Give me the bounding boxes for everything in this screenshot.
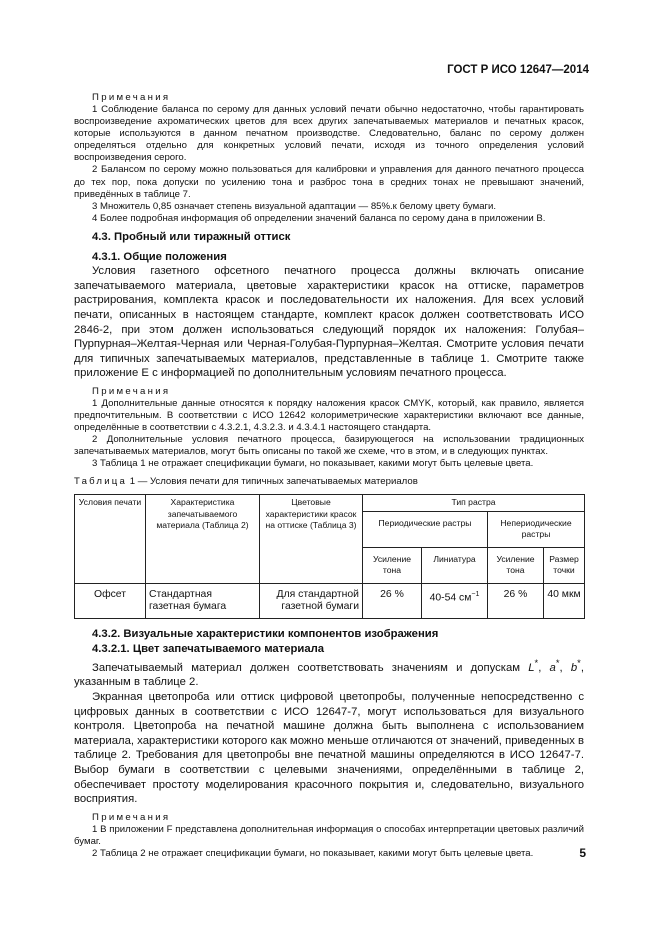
notes-title: Примечания bbox=[92, 385, 171, 397]
table-cell-dot-size: 40 мкм bbox=[544, 583, 585, 618]
table-row bbox=[75, 583, 585, 618]
note-paragraph: 4 Более подробная информация об определении значений баланса по серому дана в приложении В. bbox=[92, 212, 546, 224]
note-paragraph: 3 Таблица 1 не отражает спецификации бумаги, но показывает, какими могут быть целевые цвета. bbox=[92, 458, 534, 470]
document-id-header: ГОСТ Р ИСО 12647—2014 bbox=[447, 64, 589, 76]
table-cell-ruling bbox=[422, 583, 488, 618]
note-paragraph: 1 Соблюдение баланса по серому для данных условий печати обычно недостаточно, чтобы гарантировать воспроизведение ахроматических цветов для всех других запечатываемых материалов и печатных красок, которые используются в данном печатном производстве. Следовательно, баланс по серому должен определяться отдельно для конкретных условий печати, исходя из точного определения условий воспроизведения серого. bbox=[74, 104, 584, 164]
section-heading-4-3-2: 4.3.2. Визуальные характеристики компонентов изображения bbox=[92, 627, 439, 640]
printing-conditions-table bbox=[74, 494, 585, 619]
table-header-dot-size: Размер точки bbox=[544, 547, 585, 583]
table-header-periodic: Периодические растры bbox=[363, 511, 488, 547]
note-paragraph: 2 Таблица 2 не отражает спецификации бумаги, но показывает, какими могут быть целевые цвета. bbox=[92, 848, 534, 860]
notes-title: Примечания bbox=[92, 811, 171, 823]
body-paragraph: Экранная цветопроба или оттиск цифровой цветопробы, полученные непосредственно с цифровых данных в соответствии с ИСО 12647-7, могут использоваться для визуального контроля. Цветопроба на печатной машине должна быть выполнена с использованием материала, характеристики которого как можно меньше отличаются от значений, приведенных в таблице 2. Требования для цветопробы вне печатной машины определяются в ИСО 12647-7. Выбор бумаги в соответствии с целевыми значениями, определёнными в таблице 2, обеспечивает простоту моделирования красочного покрытия и, следовательно, визуального восприятия. bbox=[74, 691, 584, 806]
table-header-nonperiodic: Непериодические растры bbox=[488, 511, 585, 547]
cie-a-symbol: a bbox=[549, 661, 556, 674]
table-cell-color: Для стандартной газетной бумаги bbox=[260, 583, 363, 618]
note-paragraph: 2 Балансом по серому можно пользоваться для калибровки и управления для данного печатного процесса до тех пор, пока допуски по усилению тона и разброс тона в средних тонах не превышают значений, приведённых в таблице 7. bbox=[74, 164, 584, 200]
table-header-conditions: Условия печати bbox=[75, 495, 146, 584]
body-paragraph: Запечатываемый материал должен соответствовать значениям и допускам L*, a*, b*, указанным в таблице 2. bbox=[74, 657, 584, 689]
table-header-tvi-nonperiodic: Усиление тона bbox=[488, 547, 544, 583]
section-heading-4-3-1: 4.3.1. Общие положения bbox=[92, 250, 227, 263]
table-cell-material: Стандартная газетная бумага bbox=[146, 583, 260, 618]
notes-title: Примечания bbox=[92, 92, 171, 103]
table-header-tvi-periodic: Усиление тона bbox=[363, 547, 422, 583]
page-number: 5 bbox=[579, 846, 586, 860]
paper-text-tail: , указанным в таблице 2. bbox=[74, 661, 584, 689]
table-header-color: Цветовые характеристики красок на оттиске (Таблица 3) bbox=[260, 495, 363, 584]
cie-l-symbol: L bbox=[528, 661, 535, 674]
ruling-value: 40-54 см bbox=[429, 592, 472, 604]
table-caption-prefix: Таблица bbox=[74, 476, 128, 488]
page-content bbox=[74, 92, 584, 860]
note-paragraph: 2 Дополнительные условия печатного процесса, базирующегося на использовании традиционных запечатываемых материалов, могут быть описаны по такой же схеме, что в этом, и в следующих пунктах. bbox=[74, 434, 584, 458]
ruling-exponent: −1 bbox=[471, 590, 480, 598]
note-paragraph: 1 В приложении F представлена дополнительная информация о способах интерпретации цветовых различий бумаг. bbox=[74, 823, 584, 847]
section-heading-4-3-2-1: 4.3.2.1. Цвет запечатываемого материала bbox=[92, 642, 325, 655]
table-cell-tvi-periodic: 26 % bbox=[363, 583, 422, 618]
table-cell-conditions: Офсет bbox=[75, 583, 146, 618]
cie-b-symbol: b bbox=[570, 661, 578, 674]
table-header-material: Характеристика запечатываемого материала (Таблица 2) bbox=[146, 495, 260, 584]
paper-text-lead: Запечатываемый материал должен соответствовать значениям и допускам bbox=[92, 661, 529, 674]
section-heading-4-3: 4.3. Пробный или тиражный оттиск bbox=[92, 230, 291, 243]
table-caption-text: 1 — Условия печати для типичных запечатываемых материалов bbox=[129, 476, 418, 488]
table-caption bbox=[74, 476, 584, 488]
body-paragraph: Условия газетного офсетного печатного процесса должны включать описание запечатываемого материала, цветовые характеристики красок на оттиске, параметров растрирования, комплекта красок и последовательности их наложения. Для всех условий печати, описанных в настоящем стандарте, комплект красок должен соответствовать ИСО 2846-2, при этом должен использоваться следующий порядок их наложения: Голубая–Пурпурная–Желтая-Черная или Черная-Голубая-Пурпурная–Желтая. Смотрите условия печати для типичных запечатываемых материалов, представленные в таблице 1. Смотрите также приложение Е с информацией по дополнительным условиям печатного процесса. bbox=[74, 265, 584, 380]
table-header-ruling: Линиатура bbox=[422, 547, 488, 583]
note-paragraph: 3 Множитель 0,85 означает степень визуальной адаптации — 85%.к белому цвету бумаги. bbox=[92, 200, 497, 212]
table-cell-tvi-nonperiodic: 26 % bbox=[488, 583, 544, 618]
table-header-screen-type: Тип растра bbox=[363, 495, 585, 512]
note-paragraph: 1 Дополнительные данные относятся к порядку наложения красок CMYK, который, как правило, является предпочтительным. В соответствии с ИСО 12642 колориметрические характеристики включают все данные, определённые в соответствии с 4.3.2.1, 4.3.2.3. и 4.3.4.1 настоящего стандарта. bbox=[74, 397, 584, 434]
